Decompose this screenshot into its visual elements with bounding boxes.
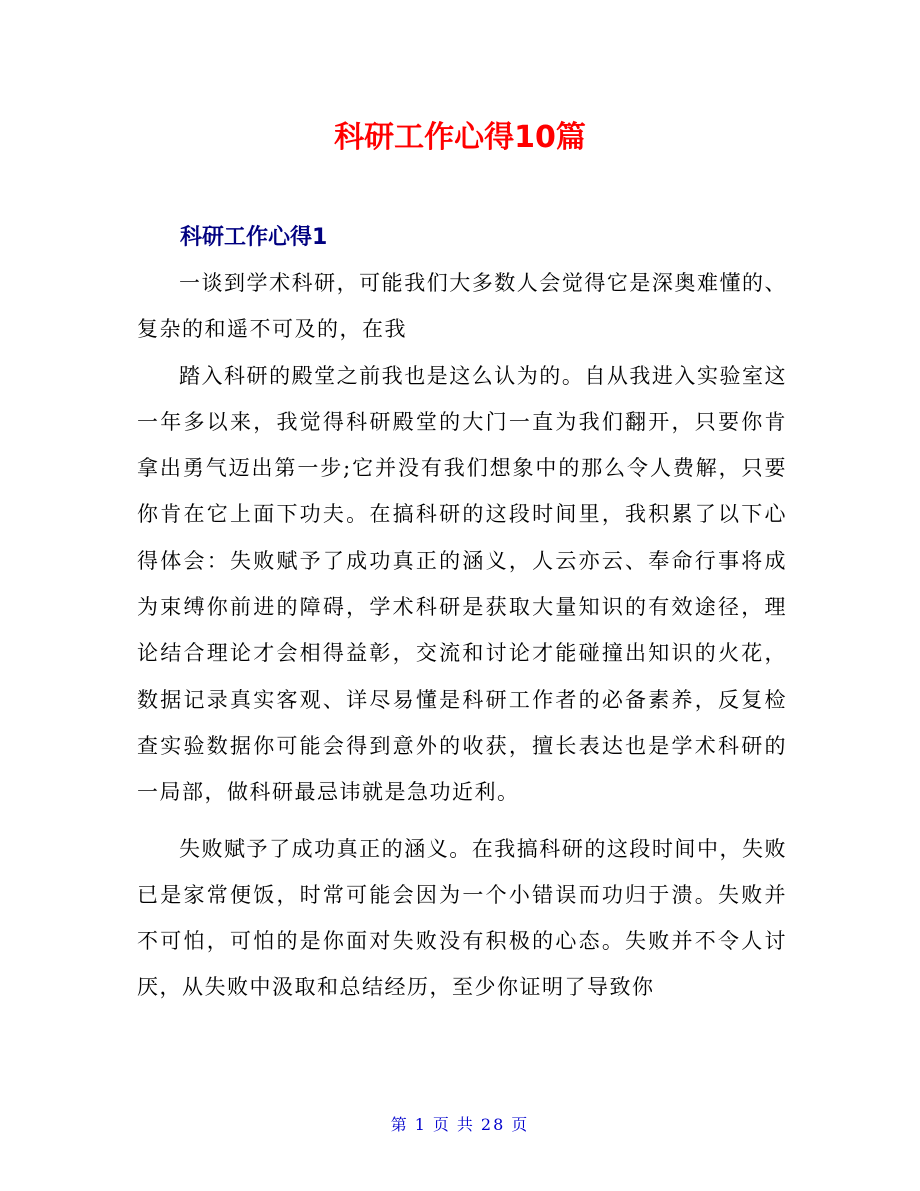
footer-current-page: 1 — [414, 1115, 427, 1134]
page-footer — [0, 1114, 920, 1136]
footer-total-pages: 28 — [480, 1115, 506, 1134]
footer-label-di: 第 — [390, 1115, 409, 1134]
document-body — [137, 250, 787, 1011]
footer-label-ye2: 页 — [511, 1115, 530, 1134]
footer-label-ye: 页 — [432, 1115, 451, 1134]
paragraph-intro: 一谈到学术科研，可能我们大多数人会觉得它是深奥难懂的、复杂的和遥不可及的，在我 — [137, 271, 787, 342]
footer-label-gong: 共 — [456, 1115, 475, 1134]
paragraph-experience: 踏入科研的殿堂之前我也是这么认为的。自从我进入实验室这一年多以来，我觉得科研殿堂的大门一直为我们翻开，只要你肯拿出勇气迈出第一步;它并没有我们想象中的那么令人费解，只要你肯在它上面下功夫。在搞科研的这段时间里，我积累了以下心得体会：失败赋予了成功真正的涵义，人云亦云、奉命行事将成为束缚你前进的障碍，学术科研是获取大量知识的有效途径，理论结合理论才会相得益彰，交流和讨论才能碰撞出知识的火花，数据记录真实客观、详尽易懂是科研工作者的必备素养，反复检查实验数据你可能会得到意外的收获，擅长表达也是学术科研的一局部，做科研最忌讳就是急功近利。 — [137, 363, 787, 805]
document-title: 科研工作心得10篇 — [334, 120, 586, 155]
paragraph-failure: 失败赋予了成功真正的涵义。在我搞科研的这段时间中，失败已是家常便饭，时常可能会因为一个小错误而功归于溃。失败并不可怕，可怕的是你面对失败没有积极的心态。失败并不令人讨厌，从失败中汲取和总结经历，至少你证明了导致你 — [137, 836, 787, 1000]
section-heading: 科研工作心得1 — [180, 225, 328, 250]
